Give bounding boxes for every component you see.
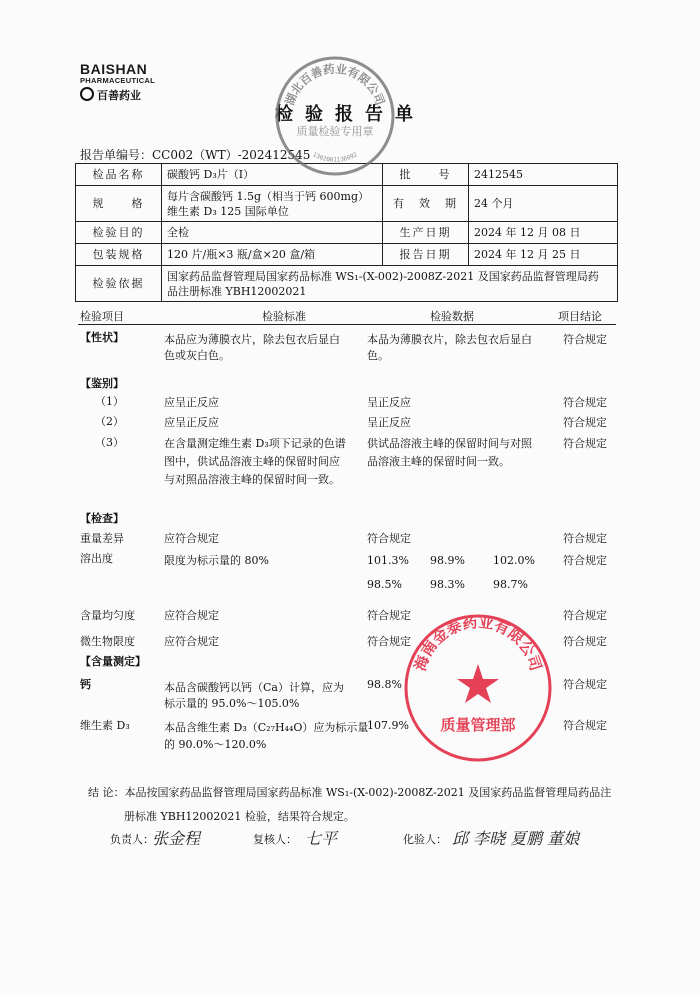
ca-std-1: 本品含碳酸钙以钙（Ca）计算，应为: [164, 681, 344, 694]
page-title: 检验报告单: [275, 104, 425, 125]
rc-val-4: 98.5%: [367, 578, 402, 591]
spec-label: 规 格: [76, 186, 162, 222]
jb3-std-2: 图中，供试品溶液主峰的保留时间应: [164, 455, 340, 468]
ws-data: 符合规定: [367, 635, 411, 648]
section-jiancha: 【检查】: [80, 512, 124, 525]
header-conclusion: 项目结论: [558, 310, 602, 323]
mfg-date-value: 2024 年 12 月 08 日: [469, 222, 618, 244]
rc-val-5: 98.3%: [430, 578, 465, 591]
ca-data: 98.8%: [367, 678, 402, 691]
seal-bottom-text: 质量管理部: [440, 716, 516, 734]
rc-conclusion: 符合规定: [563, 554, 607, 567]
header-divider: [78, 324, 616, 325]
batch-label: 批 号: [383, 164, 469, 186]
hl-std: 应符合规定: [164, 609, 219, 622]
seal-top-text: 湖北百善药业有限公司: [282, 61, 388, 108]
xz-std-1: 本品应为薄膜衣片，除去包衣后显白: [164, 333, 340, 346]
vd-std-2: 的 90.0%～120.0%: [164, 738, 267, 751]
expiry-value: 24 个月: [469, 186, 618, 222]
section-xingzhuang: 【性状】: [80, 331, 124, 344]
rc-std: 限度为标示量的 80%: [164, 554, 269, 567]
tester-signature: 邱 李晓 夏鹏 董娘: [452, 829, 580, 848]
hl-label: 含量均匀度: [80, 609, 135, 622]
batch-value: 2412545: [469, 164, 618, 186]
basis-value: [162, 266, 618, 302]
zl-data: 符合规定: [367, 532, 411, 545]
ca-std-2: 标示量的 95.0%～105.0%: [164, 697, 300, 710]
rc-val-3: 102.0%: [493, 554, 535, 567]
header-item: 检验项目: [80, 310, 124, 323]
purpose-value: 全检: [162, 222, 383, 244]
ws-label: 微生物限度: [80, 635, 135, 648]
report-date-value: 2024 年 12 月 25 日: [469, 244, 618, 266]
zl-std: 应符合规定: [164, 532, 219, 545]
jb3-std-1: 在含量测定维生素 D₃项下记录的色谱: [164, 437, 346, 450]
report-date-label: 报告日期: [383, 244, 469, 266]
jb2-conclusion: 符合规定: [563, 416, 607, 429]
jb1-conclusion: 符合规定: [563, 396, 607, 409]
report-number: 报告单编号：CC002（WT）-202412545: [80, 148, 311, 162]
rc-val-2: 98.9%: [430, 554, 465, 567]
company-seal-stamp: [272, 53, 398, 179]
xz-std-2: 色或灰白色。: [164, 349, 230, 362]
xz-conclusion: 符合规定: [563, 333, 607, 346]
pack-label: 包装规格: [76, 244, 162, 266]
header-data: 检验数据: [430, 310, 474, 323]
expiry-label: 有 效 期: [383, 186, 469, 222]
logo-cn-text: 百善药业: [97, 89, 141, 102]
seal-number: 1302001136092: [311, 151, 359, 164]
jb3-conclusion: 符合规定: [563, 437, 607, 450]
header-standard: 检验标准: [262, 310, 306, 323]
jb3-data-2: 品溶液主峰的保留时间一致。: [367, 455, 510, 468]
seal-bottom-text: 质量检验专用章: [296, 125, 374, 138]
reviewer-label: 复核人：: [253, 833, 297, 846]
jb3-std-3: 与对照品溶液主峰的保留时间一致。: [164, 473, 340, 486]
logo-icon: [80, 87, 94, 101]
name-value: 碳酸钙 D₃片（I）: [162, 164, 383, 186]
logo-line2: PHARMACEUTICAL: [80, 76, 156, 85]
pack-value: 120 片/瓶×3 瓶/盒×20 盒/箱: [162, 244, 383, 266]
hl-conclusion: 符合规定: [563, 609, 607, 622]
responsible-label: 负责人：: [110, 833, 154, 846]
zl-conclusion: 符合规定: [563, 532, 607, 545]
jb1-std: 应呈正反应: [164, 396, 219, 409]
rc-label: 溶出度: [80, 552, 113, 565]
conclusion-line2: 册标准 YBH12002021 检验，结果符合规定。: [124, 810, 355, 823]
conclusion-line1: 结 论：本品按国家药品监督管理局国家药品标准 WS₁-(X-002)-2008Z-2021 及国家药品监督管理局药品注: [88, 786, 612, 799]
vd-std-1: 本品含维生素 D₃（C₂₇H₄₄O）应为标示量: [164, 721, 369, 734]
name-label: 检品名称: [76, 164, 162, 186]
seal-top-text: 海南金泰药业有限公司: [411, 613, 545, 674]
section-jianbie: 【鉴别】: [80, 377, 124, 390]
section-hanliang: 【含量测定】: [80, 655, 146, 668]
vd-data: 107.9%: [367, 719, 409, 732]
basis-label: 检验依据: [76, 266, 162, 302]
jb2-std: 应呈正反应: [164, 416, 219, 429]
rc-val-1: 101.3%: [367, 554, 409, 567]
jb3-no: （3）: [95, 436, 124, 449]
jb1-data: 呈正反应: [367, 396, 411, 409]
zl-label: 重量差异: [80, 532, 124, 545]
mfg-date-label: 生产日期: [383, 222, 469, 244]
reviewer-signature: 七平: [305, 829, 338, 848]
hl-data: 符合规定: [367, 609, 411, 622]
basis-line2: 品注册标准 YBH12002021: [167, 284, 307, 298]
logo-line1: BAISHAN: [80, 61, 148, 77]
ws-conclusion: 符合规定: [563, 635, 607, 648]
basis-line1: 国家药品监督管理局国家药品标准 WS₁-(X-002)-2008Z-2021 及国家药品监督管理局药: [167, 269, 599, 283]
tester-label: 化验人：: [403, 833, 447, 846]
ws-std: 应符合规定: [164, 635, 219, 648]
responsible-signature: 张金程: [152, 829, 201, 848]
ca-conclusion: 符合规定: [563, 678, 607, 691]
xz-data-1: 本品为薄膜衣片，除去包衣后显白: [367, 333, 532, 346]
jb3-data-1: 供试品溶液主峰的保留时间与对照: [367, 437, 532, 450]
star-icon: [457, 664, 499, 703]
quality-dept-seal-stamp: [402, 612, 554, 764]
spec-value-line1: 每片含碳酸钙 1.5g（相当于钙 600mg）: [167, 189, 369, 203]
purpose-label: 检验目的: [76, 222, 162, 244]
xz-data-2: 色。: [367, 349, 389, 362]
jb1-no: （1）: [95, 395, 124, 408]
spec-value-line2: 维生素 D₃ 125 国际单位: [167, 204, 289, 218]
rc-val-6: 98.7%: [493, 578, 528, 591]
jb2-data: 呈正反应: [367, 416, 411, 429]
spec-value: [162, 186, 383, 222]
vd-label: 维生素 D₃: [80, 719, 130, 732]
company-logo-text: [80, 62, 155, 85]
vd-conclusion: 符合规定: [563, 719, 607, 732]
jb2-no: （2）: [95, 415, 124, 428]
ca-label: 钙: [80, 678, 91, 691]
info-table: [75, 163, 618, 302]
